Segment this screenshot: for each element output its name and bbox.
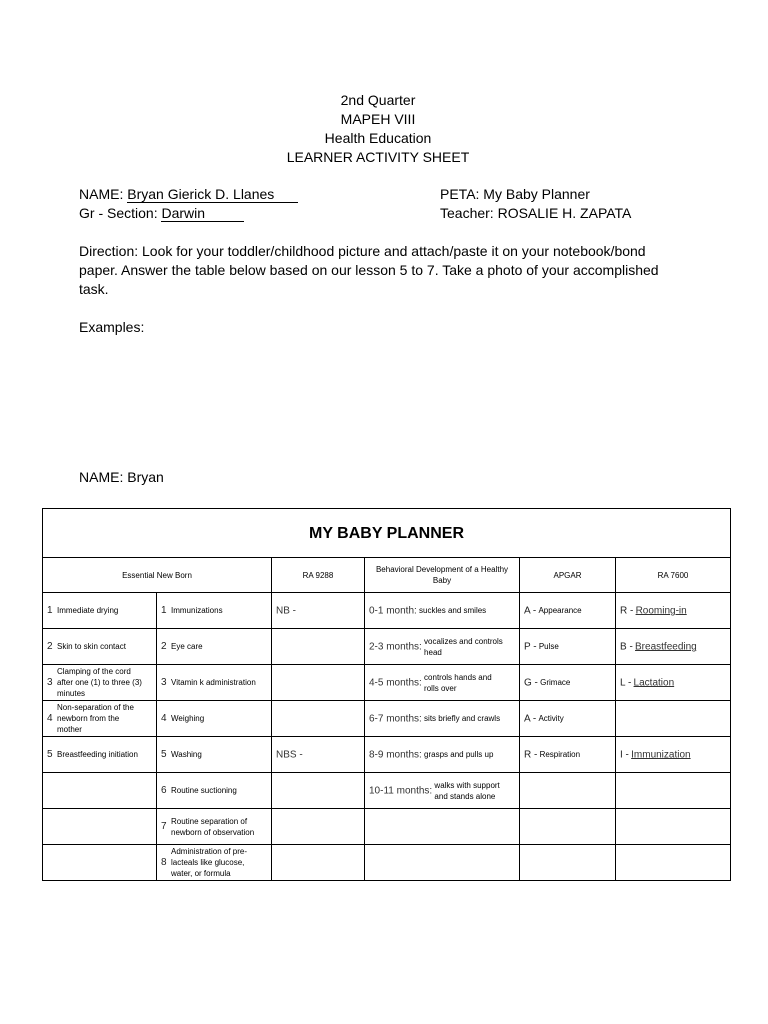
- ra7600-cell: [616, 629, 731, 665]
- table-row: [43, 701, 731, 737]
- ra7600-meaning: Lactation: [633, 677, 675, 689]
- essential-cell-1: [43, 845, 157, 881]
- essential-cell-1: [43, 701, 157, 737]
- essential-cell-2: [157, 773, 272, 809]
- item-number: 1: [47, 605, 53, 617]
- examples-label: Examples:: [79, 319, 145, 335]
- table-row: [43, 629, 731, 665]
- essential-cell-2: [157, 629, 272, 665]
- essential-cell-2: [157, 665, 272, 701]
- ra7600-meaning: Rooming-in: [635, 605, 687, 617]
- essential-item: Eye care: [171, 642, 203, 652]
- essential-item: Breastfeeding initiation: [57, 750, 138, 760]
- ra9288-entry: NB -: [276, 605, 296, 617]
- header-behavioral: Behavioral Development of a Healthy Baby: [365, 558, 520, 593]
- essential-cell-1: [43, 809, 157, 845]
- behavior-text: vocalizes and controls head: [424, 636, 503, 657]
- age-label: 6-7 months:: [369, 713, 422, 725]
- ra7600-cell: [616, 845, 731, 881]
- apgar-meaning: Appearance: [538, 606, 582, 616]
- essential-cell-1: [43, 773, 157, 809]
- item-number: 3: [47, 677, 53, 688]
- baby-planner-table: [42, 508, 731, 881]
- age-label: 4-5 months:: [369, 677, 422, 688]
- behavioral-cell: [365, 809, 520, 845]
- essential-item: Administration of pre-lacteals like glucose, water, or formula: [171, 847, 248, 878]
- apgar-cell: [520, 737, 616, 773]
- behavioral-cell: [365, 629, 520, 665]
- item-number: 4: [47, 713, 53, 724]
- item-number: 6: [161, 785, 167, 797]
- ra7600-letter: R -: [620, 605, 634, 617]
- apgar-cell: [520, 773, 616, 809]
- behavior-text: walks with support and stands alone: [434, 780, 500, 801]
- peta-label: PETA: My Baby Planner: [440, 186, 590, 202]
- essential-item: Vitamin k administration: [171, 678, 256, 688]
- ra7600-cell: [616, 701, 731, 737]
- age-label: 0-1 month:: [369, 605, 417, 617]
- apgar-letter: R -: [524, 749, 538, 761]
- item-number: 7: [161, 821, 167, 832]
- behavior-text: sits briefly and crawls: [424, 714, 501, 724]
- header-ra7600: RA 7600: [616, 558, 731, 593]
- item-number: 4: [161, 713, 167, 725]
- name-field: [79, 185, 298, 204]
- apgar-letter: A -: [524, 713, 537, 725]
- essential-cell-1: [43, 665, 157, 701]
- table-row: [43, 809, 731, 845]
- student-name: NAME: Bryan: [79, 469, 164, 485]
- essential-item: Immediate drying: [57, 606, 119, 616]
- item-number: 2: [161, 641, 167, 653]
- age-label: 2-3 months:: [369, 641, 422, 652]
- ra7600-cell: [616, 809, 731, 845]
- apgar-cell: [520, 701, 616, 737]
- name-value: Bryan Gierick D. Llanes: [127, 186, 298, 202]
- apgar-letter: P -: [524, 641, 537, 653]
- subject-heading: MAPEH VIII: [340, 111, 416, 127]
- essential-cell-2: [157, 845, 272, 881]
- essential-cell-2: [157, 809, 272, 845]
- header-ra9288: RA 9288: [272, 558, 365, 593]
- ra7600-meaning: Breastfeeding: [635, 641, 697, 653]
- behavioral-cell: [365, 701, 520, 737]
- behavioral-cell: [365, 773, 520, 809]
- apgar-cell: [520, 593, 616, 629]
- ra9288-cell: [272, 737, 365, 773]
- behavior-text: grasps and pulls up: [424, 750, 494, 760]
- apgar-meaning: Grimace: [540, 678, 571, 688]
- essential-cell-2: [157, 737, 272, 773]
- apgar-cell: [520, 629, 616, 665]
- table-row: [43, 773, 731, 809]
- essential-cell-1: [43, 737, 157, 773]
- sheet-title: LEARNER ACTIVITY SHEET: [286, 149, 470, 165]
- essential-item: Washing: [171, 750, 202, 760]
- section-value: Darwin: [161, 205, 244, 221]
- behavioral-cell: [365, 845, 520, 881]
- ra7600-letter: B -: [620, 641, 633, 653]
- ra9288-cell: [272, 629, 365, 665]
- direction-text: Direction: Look for your toddler/childhood picture and attach/paste it on your notebook/bond paper. Answer the table below based on our lesson 5 to 7. Take a photo of your accomplished task.: [79, 243, 659, 297]
- ra7600-cell: [616, 737, 731, 773]
- essential-item: Weighing: [171, 714, 205, 724]
- behavior-text: suckles and smiles: [419, 606, 487, 616]
- ra7600-letter: L -: [620, 677, 632, 689]
- item-number: 3: [161, 677, 167, 689]
- ra9288-cell: [272, 773, 365, 809]
- ra9288-cell: [272, 809, 365, 845]
- teacher-label: Teacher: ROSALIE H. ZAPATA: [440, 205, 632, 221]
- essential-item: Clamping of the cord after one (1) to three (3) minutes: [57, 667, 142, 698]
- topic-heading: Health Education: [324, 130, 432, 146]
- ra9288-cell: [272, 701, 365, 737]
- section-label: Gr - Section:: [79, 205, 162, 221]
- essential-item: Non-separation of the newborn from the mother: [57, 703, 134, 734]
- header-essential-newborn: Essential New Born: [43, 558, 272, 593]
- ra9288-cell: [272, 845, 365, 881]
- table-row: [43, 665, 731, 701]
- ra9288-cell: [272, 665, 365, 701]
- item-number: 8: [161, 857, 167, 868]
- ra9288-cell: [272, 593, 365, 629]
- apgar-cell: [520, 665, 616, 701]
- essential-item: Skin to skin contact: [57, 642, 126, 652]
- ra7600-cell: [616, 593, 731, 629]
- ra7600-letter: I -: [620, 749, 629, 761]
- table-row: [43, 737, 731, 773]
- essential-cell-1: [43, 629, 157, 665]
- age-label: 10-11 months:: [369, 785, 433, 796]
- item-number: 5: [161, 749, 167, 761]
- essential-cell-1: [43, 593, 157, 629]
- item-number: 2: [47, 641, 53, 653]
- essential-item: Routine suctioning: [171, 786, 237, 796]
- behavioral-cell: [365, 737, 520, 773]
- ra9288-entry: NBS -: [276, 749, 303, 761]
- essential-cell-2: [157, 593, 272, 629]
- behavioral-cell: [365, 665, 520, 701]
- apgar-meaning: Activity: [538, 714, 564, 724]
- name-label: NAME:: [79, 186, 128, 202]
- item-number: 1: [161, 605, 167, 617]
- apgar-meaning: Respiration: [539, 750, 581, 760]
- apgar-cell: [520, 809, 616, 845]
- table-title: MY BABY PLANNER: [43, 509, 731, 558]
- ra7600-cell: [616, 665, 731, 701]
- essential-cell-2: [157, 701, 272, 737]
- item-number: 5: [47, 749, 53, 761]
- apgar-meaning: Pulse: [538, 642, 559, 652]
- essential-item: Immunizations: [171, 606, 223, 616]
- quarter-heading: 2nd Quarter: [340, 92, 416, 108]
- table-row: [43, 845, 731, 881]
- section-field: [79, 204, 244, 223]
- apgar-letter: A -: [524, 605, 537, 617]
- behavioral-cell: [365, 593, 520, 629]
- apgar-letter: G -: [524, 677, 538, 689]
- essential-item: Routine separation of newborn of observation: [171, 816, 255, 837]
- table-row: [43, 593, 731, 629]
- apgar-cell: [520, 845, 616, 881]
- ra7600-meaning: Immunization: [631, 749, 691, 761]
- age-label: 8-9 months:: [369, 749, 422, 761]
- header-apgar: APGAR: [520, 558, 616, 593]
- ra7600-cell: [616, 773, 731, 809]
- behavior-text: controls hands and rolls over: [424, 672, 492, 693]
